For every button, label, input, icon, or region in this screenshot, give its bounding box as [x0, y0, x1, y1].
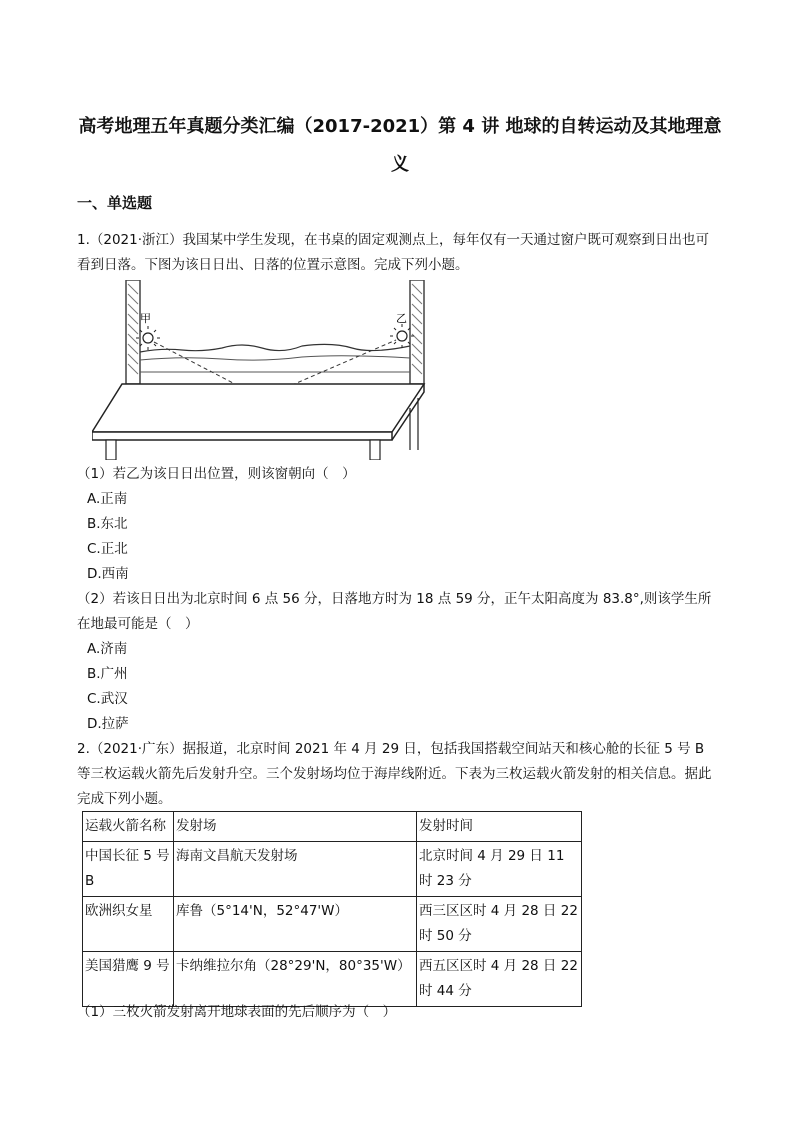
label-jia: 甲	[140, 312, 151, 325]
table-header-cell: 运载火箭名称	[83, 812, 174, 842]
table-header-cell: 发射时间	[417, 812, 582, 842]
q1-sub2-option-b[interactable]: B.广州	[87, 666, 128, 682]
table-cell: 西三区区时 4 月 28 日 22 时 50 分	[417, 897, 582, 952]
launch-table	[82, 811, 582, 1007]
q1-sub1-option-c[interactable]: C.正北	[87, 541, 128, 557]
table-cell: 美国猎鹰 9 号	[83, 952, 174, 1007]
table-row	[83, 897, 582, 952]
page-title: 高考地理五年真题分类汇编（2017-2021）第 4 讲 地球的自转运动及其地理意义	[78, 116, 722, 175]
table-cell: 北京时间 4 月 29 日 11 时 23 分	[417, 842, 582, 897]
section-heading: 一、单选题	[77, 194, 153, 212]
q1-sub2-stem: （2）若该日日出为北京时间 6 点 56 分，日落地方时为 18 点 59 分，正午太阳高度为 83.8°,则该学生所在地最可能是（ ）	[77, 591, 712, 632]
table-cell: 欧洲织女星	[83, 897, 174, 952]
table-cell: 西五区区时 4 月 28 日 22 时 44 分	[417, 952, 582, 1007]
q1-sub1-stem: （1）若乙为该日日出位置，则该窗朝向（ ）	[77, 466, 356, 482]
table-cell: 卡纳维拉尔角（28°29'N，80°35'W）	[174, 952, 417, 1007]
table-header-row	[83, 812, 582, 842]
window-figure	[92, 280, 432, 460]
table-row	[83, 842, 582, 897]
q1-stem: 1.（2021·浙江）我国某中学生发现，在书桌的固定观测点上，每年仅有一天通过窗户既可观察到日出也可看到日落。下图为该日日出、日落的位置示意图。完成下列小题。	[77, 232, 710, 273]
q1-sub2-option-d[interactable]: D.拉萨	[87, 716, 129, 732]
q2-sub1-stem: （1）三枚火箭发射离开地球表面的先后顺序为（ ）	[77, 1004, 397, 1020]
table-row	[83, 952, 582, 1007]
q1-sub2-option-a[interactable]: A.济南	[87, 641, 128, 657]
table-cell: 中国长征 5 号 B	[83, 842, 174, 897]
label-yi: 乙	[396, 312, 407, 325]
q1-sub1-option-d[interactable]: D.西南	[87, 566, 129, 582]
q2-stem: 2.（2021·广东）据报道，北京时间 2021 年 4 月 29 日，包括我国搭载空间站天和核心舱的长征 5 号 B 等三枚运载火箭先后发射升空。三个发射场均位于海岸线附近。下表为三枚运载火箭发射的相关信息。据此完成下列小题。	[77, 741, 712, 807]
table-cell: 海南文昌航天发射场	[174, 842, 417, 897]
q1-sub1-option-a[interactable]: A.正南	[87, 491, 128, 507]
q1-sub2-option-c[interactable]: C.武汉	[87, 691, 128, 707]
table-header-cell: 发射场	[174, 812, 417, 842]
q1-sub1-option-b[interactable]: B.东北	[87, 516, 128, 532]
table-cell: 库鲁（5°14'N，52°47'W）	[174, 897, 417, 952]
